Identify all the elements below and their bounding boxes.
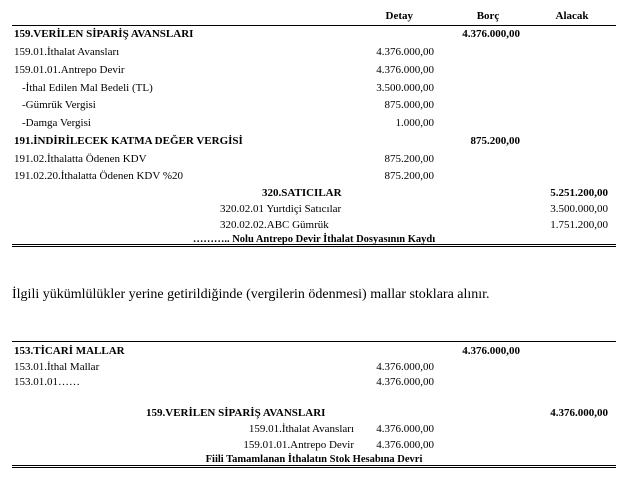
item-ithal-mal-bedeli: -İthal Edilen Mal Bedeli (TL): [22, 82, 153, 94]
col-header-borc: Borç: [476, 10, 500, 22]
alacak-320: 5.251.200,00: [550, 187, 608, 199]
detay-159-01: 4.376.000,00: [376, 46, 434, 58]
account-320-02-01: 320.02.01 Yurtdiçi Satıcılar: [220, 203, 342, 215]
detay-153-01: 4.376.000,00: [376, 361, 434, 373]
entry2-caption: Fiili Tamamlanan İthalatın Stok Hesabına Devri: [205, 454, 423, 465]
col-header-detay: Detay: [385, 10, 413, 22]
entry1-caption: ……….. Nolu Antrepo Devir İthalat Dosyasının Kaydı: [192, 234, 436, 245]
account-153-01-01: 153.01.01……: [14, 376, 80, 388]
account-153: 153.TİCARİ MALLAR: [14, 345, 125, 357]
detay-159-01-credit: 4.376.000,00: [376, 423, 434, 435]
explanation-paragraph: İlgili yükümlülükler yerine getirildiğinde (vergilerin ödenmesi) mallar stoklara alınır.: [12, 287, 490, 302]
entry2-rule-2: [12, 467, 616, 468]
detay-damga-vergisi: 1.000,00: [395, 117, 434, 129]
alacak-320-02-01: 3.500.000,00: [550, 203, 608, 215]
account-320: 320.SATICILAR: [262, 187, 342, 199]
item-gumruk-vergisi: -Gümrük Vergisi: [22, 99, 96, 111]
account-159: 159.VERİLEN SİPARİŞ AVANSLARI: [14, 28, 194, 40]
account-159-01: 159.01.İthalat Avansları: [14, 46, 120, 58]
entry2-rule-1: [12, 465, 616, 466]
account-159-01-01: 159.01.01.Antrepo Devir: [14, 64, 125, 76]
detay-ithal-mal-bedeli: 3.500.000,00: [376, 82, 434, 94]
account-159-01-01-credit: 159.01.01.Antrepo Devir: [243, 439, 354, 451]
alacak-320-02-02: 1.751.200,00: [550, 219, 608, 231]
account-191: 191.İNDİRİLECEK KATMA DEĞER VERGİSİ: [14, 135, 243, 147]
borc-153: 4.376.000,00: [462, 345, 520, 357]
account-153-01: 153.01.İthal Mallar: [14, 361, 100, 373]
entry2-top-rule: [12, 341, 616, 342]
borc-191: 875.200,00: [470, 135, 520, 147]
account-159-01-credit: 159.01.İthalat Avansları: [248, 423, 354, 435]
detay-159-01-01-credit: 4.376.000,00: [376, 439, 434, 451]
account-320-02-02: 320.02.02.ABC Gümrük: [220, 219, 329, 231]
detay-191-02: 875.200,00: [384, 153, 434, 165]
item-damga-vergisi: -Damga Vergisi: [22, 117, 91, 129]
account-191-02-20: 191.02.20.İthalatta Ödenen KDV %20: [14, 170, 184, 182]
table-top-rule: [12, 25, 616, 26]
detay-191-02-20: 875.200,00: [384, 170, 434, 182]
col-header-alacak: Alacak: [555, 10, 589, 22]
entry1-rule-1: [12, 244, 616, 245]
alacak-159: 4.376.000,00: [550, 407, 608, 419]
detay-159-01-01: 4.376.000,00: [376, 64, 434, 76]
entry1-rule-2: [12, 246, 616, 247]
account-159-credit: 159.VERİLEN SİPARİŞ AVANSLARI: [146, 407, 326, 419]
borc-159: 4.376.000,00: [462, 28, 520, 40]
detay-153-01-01: 4.376.000,00: [376, 376, 434, 388]
account-191-02: 191.02.İthalatta Ödenen KDV: [14, 153, 147, 165]
detay-gumruk-vergisi: 875.000,00: [384, 99, 434, 111]
